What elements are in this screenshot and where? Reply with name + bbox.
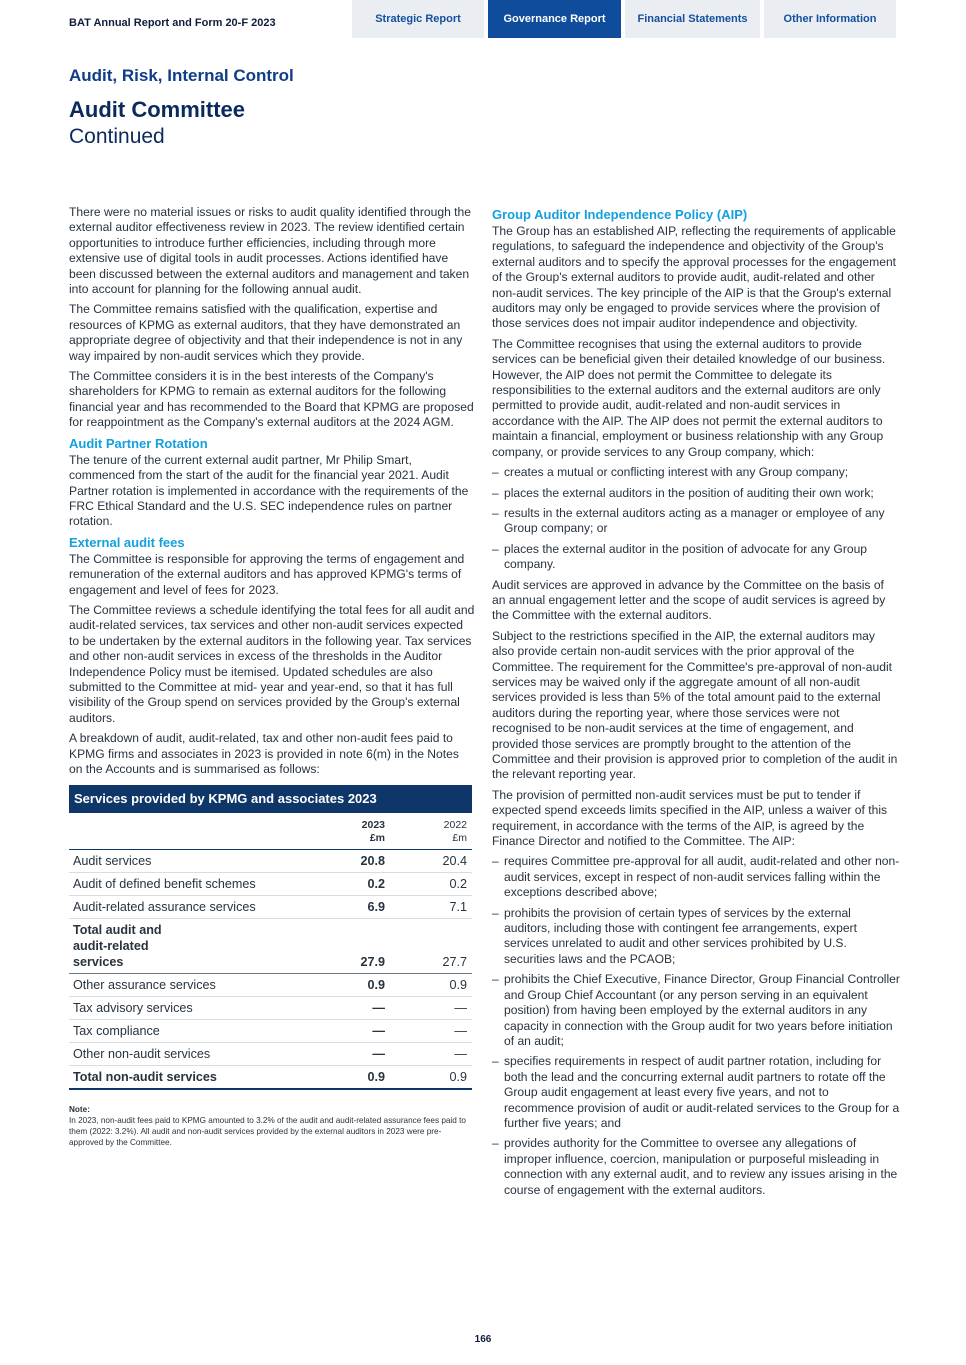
table-row: Other assurance services 0.9 0.9 [69,974,472,997]
table-row: Audit services 20.8 20.4 [69,850,472,873]
table-row: Audit-related assurance services 6.9 7.1 [69,896,472,919]
paragraph: Subject to the restrictions specified in the AIP, the external auditors may also provide certain non-audit services with the prior approval of the Committee. The requirement for the Committee's pre-approval of non-audit services may be waived only if the aggregate amount of all non-audit services provided is less than 5% of the total amount paid to the external auditors during the reporting year, where those services were not recognised to be non-audit services at the time of engagement, and provided those services are promptly brought to the attention of the Committee and their provision is approved prior to completion of the audit in the relevant reporting year. [492,628,898,782]
document-title: BAT Annual Report and Form 20-F 2023 [69,17,276,29]
paragraph: The Committee is responsible for approving the terms of engagement and remuneration of the external auditors and has approved KPMG's terms of engagement and level of fees for 2023. [69,551,465,597]
list-item: – requires Committee pre-approval for all audit, audit-related and other non-audit services, except in respect of non-audit services falling within the exceptions described above; [492,854,900,900]
paragraph: The Committee considers it is in the best interests of the Company's shareholders for KPMG to remain as external auditors for the following financial year and has recommended to the Board that KPMG are proposed for reappointment as the Company's external auditors at the 2024 AGM. [69,369,474,430]
column-2023-header: 2023 £m [361,818,385,844]
list-item: – places the external auditor in the position of advocate for any Group company. [492,542,900,573]
table-total-row: Total audit and audit-related services 27.9 27.7 [69,919,472,974]
page-subtitle: Continued [69,125,165,148]
column-2022-header: 2022 £m [443,818,467,844]
table-title: Services provided by KPMG and associates 2023 [69,785,472,812]
paragraph: There were no material issues or risks to audit quality identified through the external auditor effectiveness review in 2023. The review identified certain opportunities to introduce further efficiencies, including through more extensive use of digital tools in audit processes. Actions identified have been discussed between the external auditors and management and taken into account for planning for the following annual audit. [69,205,471,297]
table-row: Tax compliance — — [69,1020,472,1043]
audit-partner-rotation-heading: Audit Partner Rotation [69,435,208,451]
tab-strategic-report[interactable]: Strategic Report [352,0,484,38]
page-number: 166 [474,1334,492,1345]
external-audit-fees-heading: External audit fees [69,534,185,550]
paragraph: The provision of permitted non-audit services must be put to tender if expected spend exceeds limits specified in the AIP, unless a waiver of this requirement, in accordance with the terms of the AIP, is agreed by the Finance Director and notified to the Committee. The AIP: [492,787,888,849]
tab-other-information[interactable]: Other Information [764,0,896,38]
table-total-row: Total non-audit services 0.9 0.9 [69,1066,472,1090]
list-item: – prohibits the Chief Executive, Finance Director, Group Financial Controller and Group Chief Accountant (or any person serving in an equivalent position) from having been employed by the external auditors in any capacity in connection with the Group audit for two years before initiation of an audit; [492,972,900,1049]
list-item: – prohibits the provision of certain types of services by the external auditors, including those with contingent fee arrangements, expert services unrelated to audit and other services prohibited by U.S. securities laws and the PCAOB; [492,906,900,968]
aip-heading: Group Auditor Independence Policy (AIP) [492,207,748,222]
section-heading: Audit, Risk, Internal Control [69,66,294,85]
table-row: Tax advisory services — — [69,997,472,1020]
table-note [69,1104,475,1148]
paragraph: The tenure of the current external audit partner, Mr Philip Smart, commenced from the start of the audit for the financial year 2021. Audit Partner rotation is implemented in accordance with the requirements of the FRC Ethical Standard and the U.S. SEC independence rules on partner rotation. [69,452,469,529]
note-title: Note: [69,1104,90,1114]
note-text: In 2023, non-audit fees paid to KPMG amounted to 3.2% of the audit and audit-related assurance fees paid to them (2022: 3.2%). All audit and non-audit services provided by the external auditors in 2023 were pre-approved by the Committee. [69,1115,466,1147]
list-item: – results in the external auditors acting as a manager or employee of any Group company; or [492,506,900,537]
services-fees-table [69,785,472,1089]
top-navigation-bar [0,0,966,38]
paragraph: The Group has an established AIP, reflecting the requirements of applicable regulations, to safeguard the independence and objectivity of the Group's external auditors and to specify the approval processes for the engagement of the Group's external auditors to provide audit, audit-related and other non-audit services. The key principle of the AIP is that the Group's external auditors may only be engaged to provide services where the provision of those services does not impair auditor independence and objectivity. [492,224,897,331]
right-column [492,205,900,1203]
prohibited-relationships-list [492,465,900,572]
table-row: Audit of defined benefit schemes 0.2 0.2 [69,873,472,896]
table-row: Other non-audit services — — [69,1043,472,1066]
table-header-row [69,813,472,850]
page-title: Audit Committee [69,97,245,122]
paragraph: A breakdown of audit, audit-related, tax and other non-audit fees paid to KPMG firms and associates in 2023 is provided in note 6(m) in the Notes on the Accounts and is summarised as follows: [69,731,459,776]
paragraph: The Committee reviews a schedule identifying the total fees for all audit and audit-related services, tax services and other non-audit services expected to be undertaken by the external auditors in the following year. Tax services and other non-audit services in excess of the thresholds in the Auditor Independence Policy must be itemised. Updated schedules are also submitted to the Committee at mid- year and year-end, so that it has full visibility of the Group spend on services provided by the Group's external auditors. [69,602,475,725]
list-item: – provides authority for the Committee to oversee any allegations of improper influence, coercion, manipulation or purposeful misleading in connection with any external audit, and to review any issues arising in the course of engagement with the external auditors. [492,1136,900,1198]
paragraph: The Committee recognises that using the external auditors to provide services can be beneficial given their detailed knowledge of our business. However, the AIP does not permit the Committee to delegate its responsibilities to the external auditors and the external auditors are only permitted to provide audit, audit-related and non-audit services in accordance with the AIP. The AIP does not permit the external auditors to maintain a financial, employment or business relationship with any Group company, or provide services to any Group company, which: [492,336,886,459]
left-column [69,205,475,1148]
aip-provisions-list [492,854,900,1198]
paragraph: Audit services are approved in advance by the Committee on the basis of an annual engagement letter and the scope of audit services is agreed by the Committee with the external auditors. [492,577,886,623]
paragraph: The Committee remains satisfied with the qualification, expertise and resources of KPMG as external auditors, that they have demonstrated an appropriate degree of objectivity and that their independence is not in any way impaired by non-audit services which they provide. [69,302,463,363]
tab-governance-report[interactable]: Governance Report [488,0,621,38]
tab-financial-statements[interactable]: Financial Statements [625,0,760,38]
list-item: – creates a mutual or conflicting interest with any Group company; [492,465,900,480]
list-item: – places the external auditors in the position of auditing their own work; [492,486,900,501]
list-item: – specifies requirements in respect of audit partner rotation, including for both the lead and the concurring external audit partners to rotate off the Group audit engagement at least every five years, and not to recommence provision of audit or audit-related services to the Group for a further five years; and [492,1054,900,1131]
